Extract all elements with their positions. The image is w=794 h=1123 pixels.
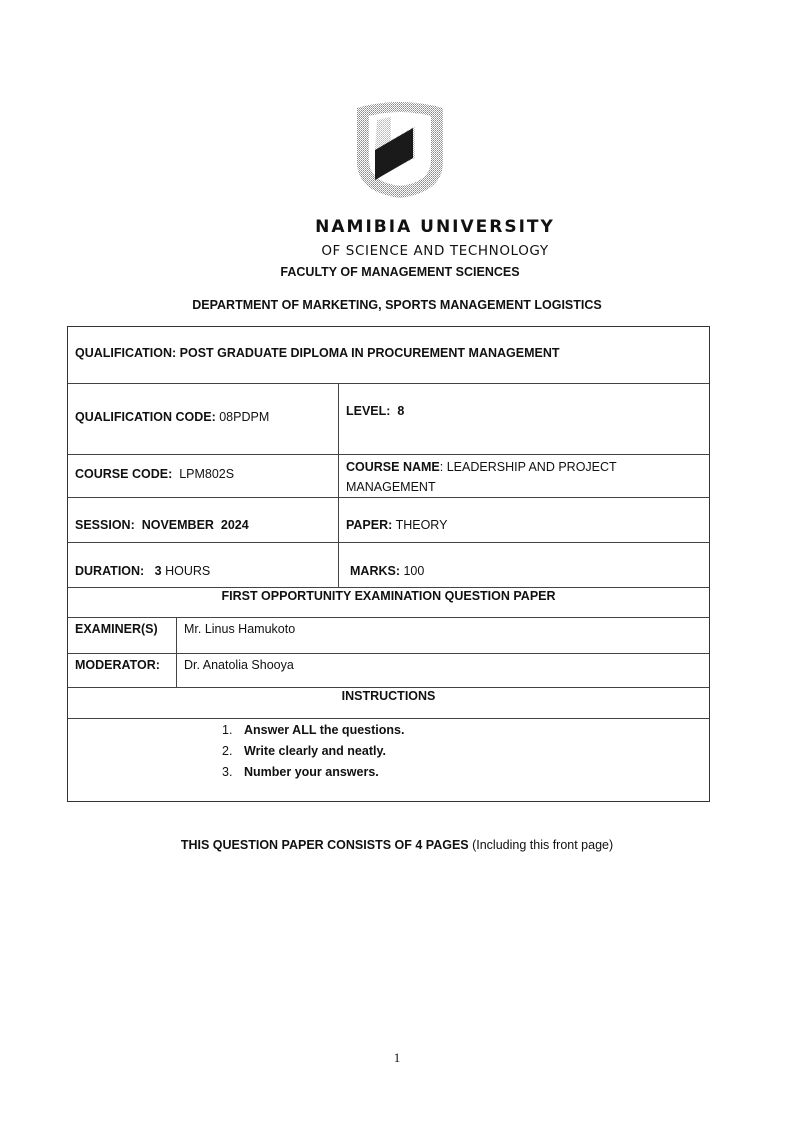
instruction-item: 1. Answer ALL the questions. bbox=[222, 723, 405, 737]
page-count-bold: THIS QUESTION PAPER CONSISTS OF 4 PAGES bbox=[180, 838, 469, 852]
qualification-code-value: 08PDPM bbox=[219, 410, 270, 424]
course-code-value: LPM802S bbox=[179, 467, 235, 481]
opportunity-title: FIRST OPPORTUNITY EXAMINATION QUESTION PAPER bbox=[221, 589, 556, 603]
duration-label: DURATION: bbox=[75, 564, 145, 578]
qualification-code-row bbox=[68, 383, 709, 455]
instructions-title: INSTRUCTIONS bbox=[341, 689, 436, 703]
examiner-value: Mr. Linus Hamukoto bbox=[184, 622, 296, 636]
moderator-value: Dr. Anatolia Shooya bbox=[184, 658, 294, 672]
moderator-row bbox=[68, 653, 709, 688]
opportunity-row bbox=[68, 587, 709, 618]
paper-label: PAPER: bbox=[346, 518, 393, 532]
page-number: 1 bbox=[393, 1050, 401, 1065]
department-name: DEPARTMENT OF MARKETING, SPORTS MANAGEMENT LOGISTICS bbox=[192, 298, 602, 312]
page-count-note bbox=[0, 838, 794, 852]
course-name-label: COURSE NAME bbox=[346, 460, 440, 474]
course-row bbox=[68, 454, 709, 498]
university-logo bbox=[355, 100, 445, 200]
session-value: NOVEMBER 2024 bbox=[141, 518, 249, 532]
duration-number: 3 bbox=[154, 564, 162, 578]
marks-label: MARKS: bbox=[350, 564, 400, 578]
session-row bbox=[68, 497, 709, 543]
exam-info-table bbox=[67, 326, 710, 802]
instruction-item: 2. Write clearly and neatly. bbox=[222, 744, 386, 758]
qualification-code-label: QUALIFICATION CODE: bbox=[75, 410, 216, 424]
duration-unit: HOURS bbox=[165, 564, 211, 578]
duration-row bbox=[68, 542, 709, 588]
course-name-value: : LEADERSHIP AND PROJECT MANAGEMENT bbox=[346, 460, 617, 494]
paper-value: THEORY bbox=[395, 518, 448, 532]
instruction-item: 3. Number your answers. bbox=[222, 765, 379, 779]
university-subtitle: OF SCIENCE AND TECHNOLOGY bbox=[321, 243, 549, 259]
instructions-list bbox=[222, 723, 404, 786]
level-value: 8 bbox=[397, 404, 405, 418]
instructions-title-row bbox=[68, 687, 709, 719]
course-code-label: COURSE CODE: bbox=[75, 467, 173, 481]
level-label: LEVEL: bbox=[346, 404, 391, 418]
qualification-label: QUALIFICATION: bbox=[75, 346, 177, 360]
session-label: SESSION: bbox=[75, 518, 135, 532]
qualification-row bbox=[68, 327, 709, 384]
examiner-row bbox=[68, 617, 709, 654]
university-name: NAMIBIA UNIVERSITY bbox=[315, 217, 555, 237]
marks-value: 100 bbox=[403, 564, 425, 578]
examiner-label: EXAMINER(S) bbox=[75, 622, 158, 636]
moderator-label: MODERATOR: bbox=[75, 658, 160, 672]
page-count-note-text: (Including this front page) bbox=[468, 838, 614, 852]
faculty-name: FACULTY OF MANAGEMENT SCIENCES bbox=[280, 265, 520, 279]
qualification-value: POST GRADUATE DIPLOMA IN PROCUREMENT MANAGEMENT bbox=[179, 346, 560, 360]
